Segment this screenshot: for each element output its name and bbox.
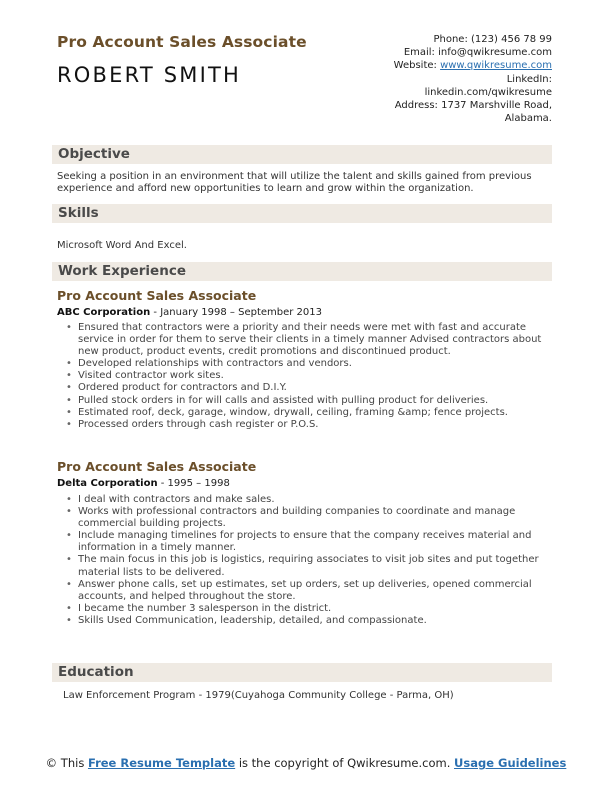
- list-item: • Pulled stock orders in for will calls and assisted with pulling product for deliveries.: [66, 395, 544, 407]
- list-item: • Processed orders through cash register or P.O.S.: [66, 419, 544, 431]
- job-1-dates: - January 1998 – September 2013: [150, 307, 322, 318]
- contact-linkedin-label: LinkedIn:: [506, 73, 552, 85]
- contact-website: [362, 59, 552, 72]
- skills-text: Microsoft Word And Excel.: [57, 240, 187, 251]
- education-heading: Education: [58, 664, 134, 680]
- website-link[interactable]: www.qwikresume.com: [440, 60, 552, 72]
- list-item: • Developed relationships with contractors and vendors.: [66, 358, 544, 370]
- work-heading: Work Experience: [58, 263, 186, 279]
- list-item: • Visited contractor work sites.: [66, 370, 544, 382]
- list-item: • I became the number 3 salesperson in the district.: [66, 603, 544, 615]
- list-item: • Include managing timelines for projects to ensure that the company receives material and information in a timely manner.: [66, 530, 544, 554]
- free-resume-template-link[interactable]: Free Resume Template: [87, 756, 236, 770]
- job-2-title: Pro Account Sales Associate: [57, 459, 257, 474]
- contact-block: [362, 33, 552, 125]
- job-2-company: Delta Corporation: [57, 478, 158, 489]
- phone-label: Phone:: [433, 34, 468, 45]
- contact-phone: [362, 33, 552, 46]
- job-1-company: ABC Corporation: [57, 307, 151, 318]
- website-label: Website:: [393, 60, 437, 72]
- footer-middle: is the copyright of Qwikresume.com.: [235, 756, 455, 770]
- contact-email: [362, 46, 552, 59]
- job-2-company-line: [57, 478, 230, 489]
- usage-guidelines-link[interactable]: Usage Guidelines: [454, 756, 567, 770]
- job-2-bullets: [66, 494, 544, 627]
- list-item: • Estimated roof, deck, garage, window, drywall, ceiling, framing &amp; fence projects.: [66, 407, 544, 419]
- objective-heading: Objective: [58, 146, 130, 162]
- job-2-dates: - 1995 – 1998: [157, 478, 230, 489]
- contact-linkedin-value: linkedin.com/qwikresume: [424, 86, 552, 98]
- work-section-header: [52, 262, 552, 281]
- address-label: Address:: [394, 100, 438, 112]
- contact-address: [362, 99, 552, 125]
- phone-value: (123) 456 78 99: [471, 34, 552, 45]
- copyright-footer: [40, 756, 572, 770]
- list-item: • Ordered product for contractors and D.I.Y.: [66, 382, 544, 394]
- skills-heading: Skills: [58, 205, 99, 221]
- list-item: • The main focus in this job is logistics, requiring associates to visit job sites and put together material lists to be delivered.: [66, 554, 544, 578]
- person-name: ROBERT SMITH: [57, 63, 242, 87]
- list-item: • Works with professional contractors and building companies to coordinate and manage commercial building projects.: [66, 506, 544, 530]
- email-label: Email:: [403, 47, 435, 59]
- footer-prefix: © This: [45, 756, 88, 770]
- skills-section-header: [52, 204, 552, 223]
- education-text: Law Enforcement Program - 1979(Cuyahoga Community College - Parma, OH): [63, 690, 454, 701]
- email-value: info@qwikresume.com: [438, 47, 552, 59]
- address-value: 1737 Marshville Road, Alabama.: [441, 100, 552, 125]
- list-item: • I deal with contractors and make sales.: [66, 494, 544, 506]
- objective-text: Seeking a position in an environment that will utilize the talent and skills gained from previous experience and afford new opportunities to learn and grow within the organization.: [57, 171, 532, 195]
- list-item: • Skills Used Communication, leadership, detailed, and compassionate.: [66, 615, 544, 627]
- objective-section-header: [52, 145, 552, 164]
- job-1-bullets: [66, 322, 544, 431]
- job-1-title: Pro Account Sales Associate: [57, 288, 257, 303]
- job-title: Pro Account Sales Associate: [57, 33, 307, 51]
- education-section-header: [52, 663, 552, 682]
- job-1-company-line: [57, 307, 322, 318]
- list-item: • Answer phone calls, set up estimates, set up orders, set up deliveries, opened commercial accounts, and helped throughout the store.: [66, 579, 544, 603]
- list-item: • Ensured that contractors were a priority and their needs were met with fast and accurate service in order for them to serve their clients in a timely manner Advised contractors about new product, product events, credit promotions and discontinued product.: [66, 322, 544, 358]
